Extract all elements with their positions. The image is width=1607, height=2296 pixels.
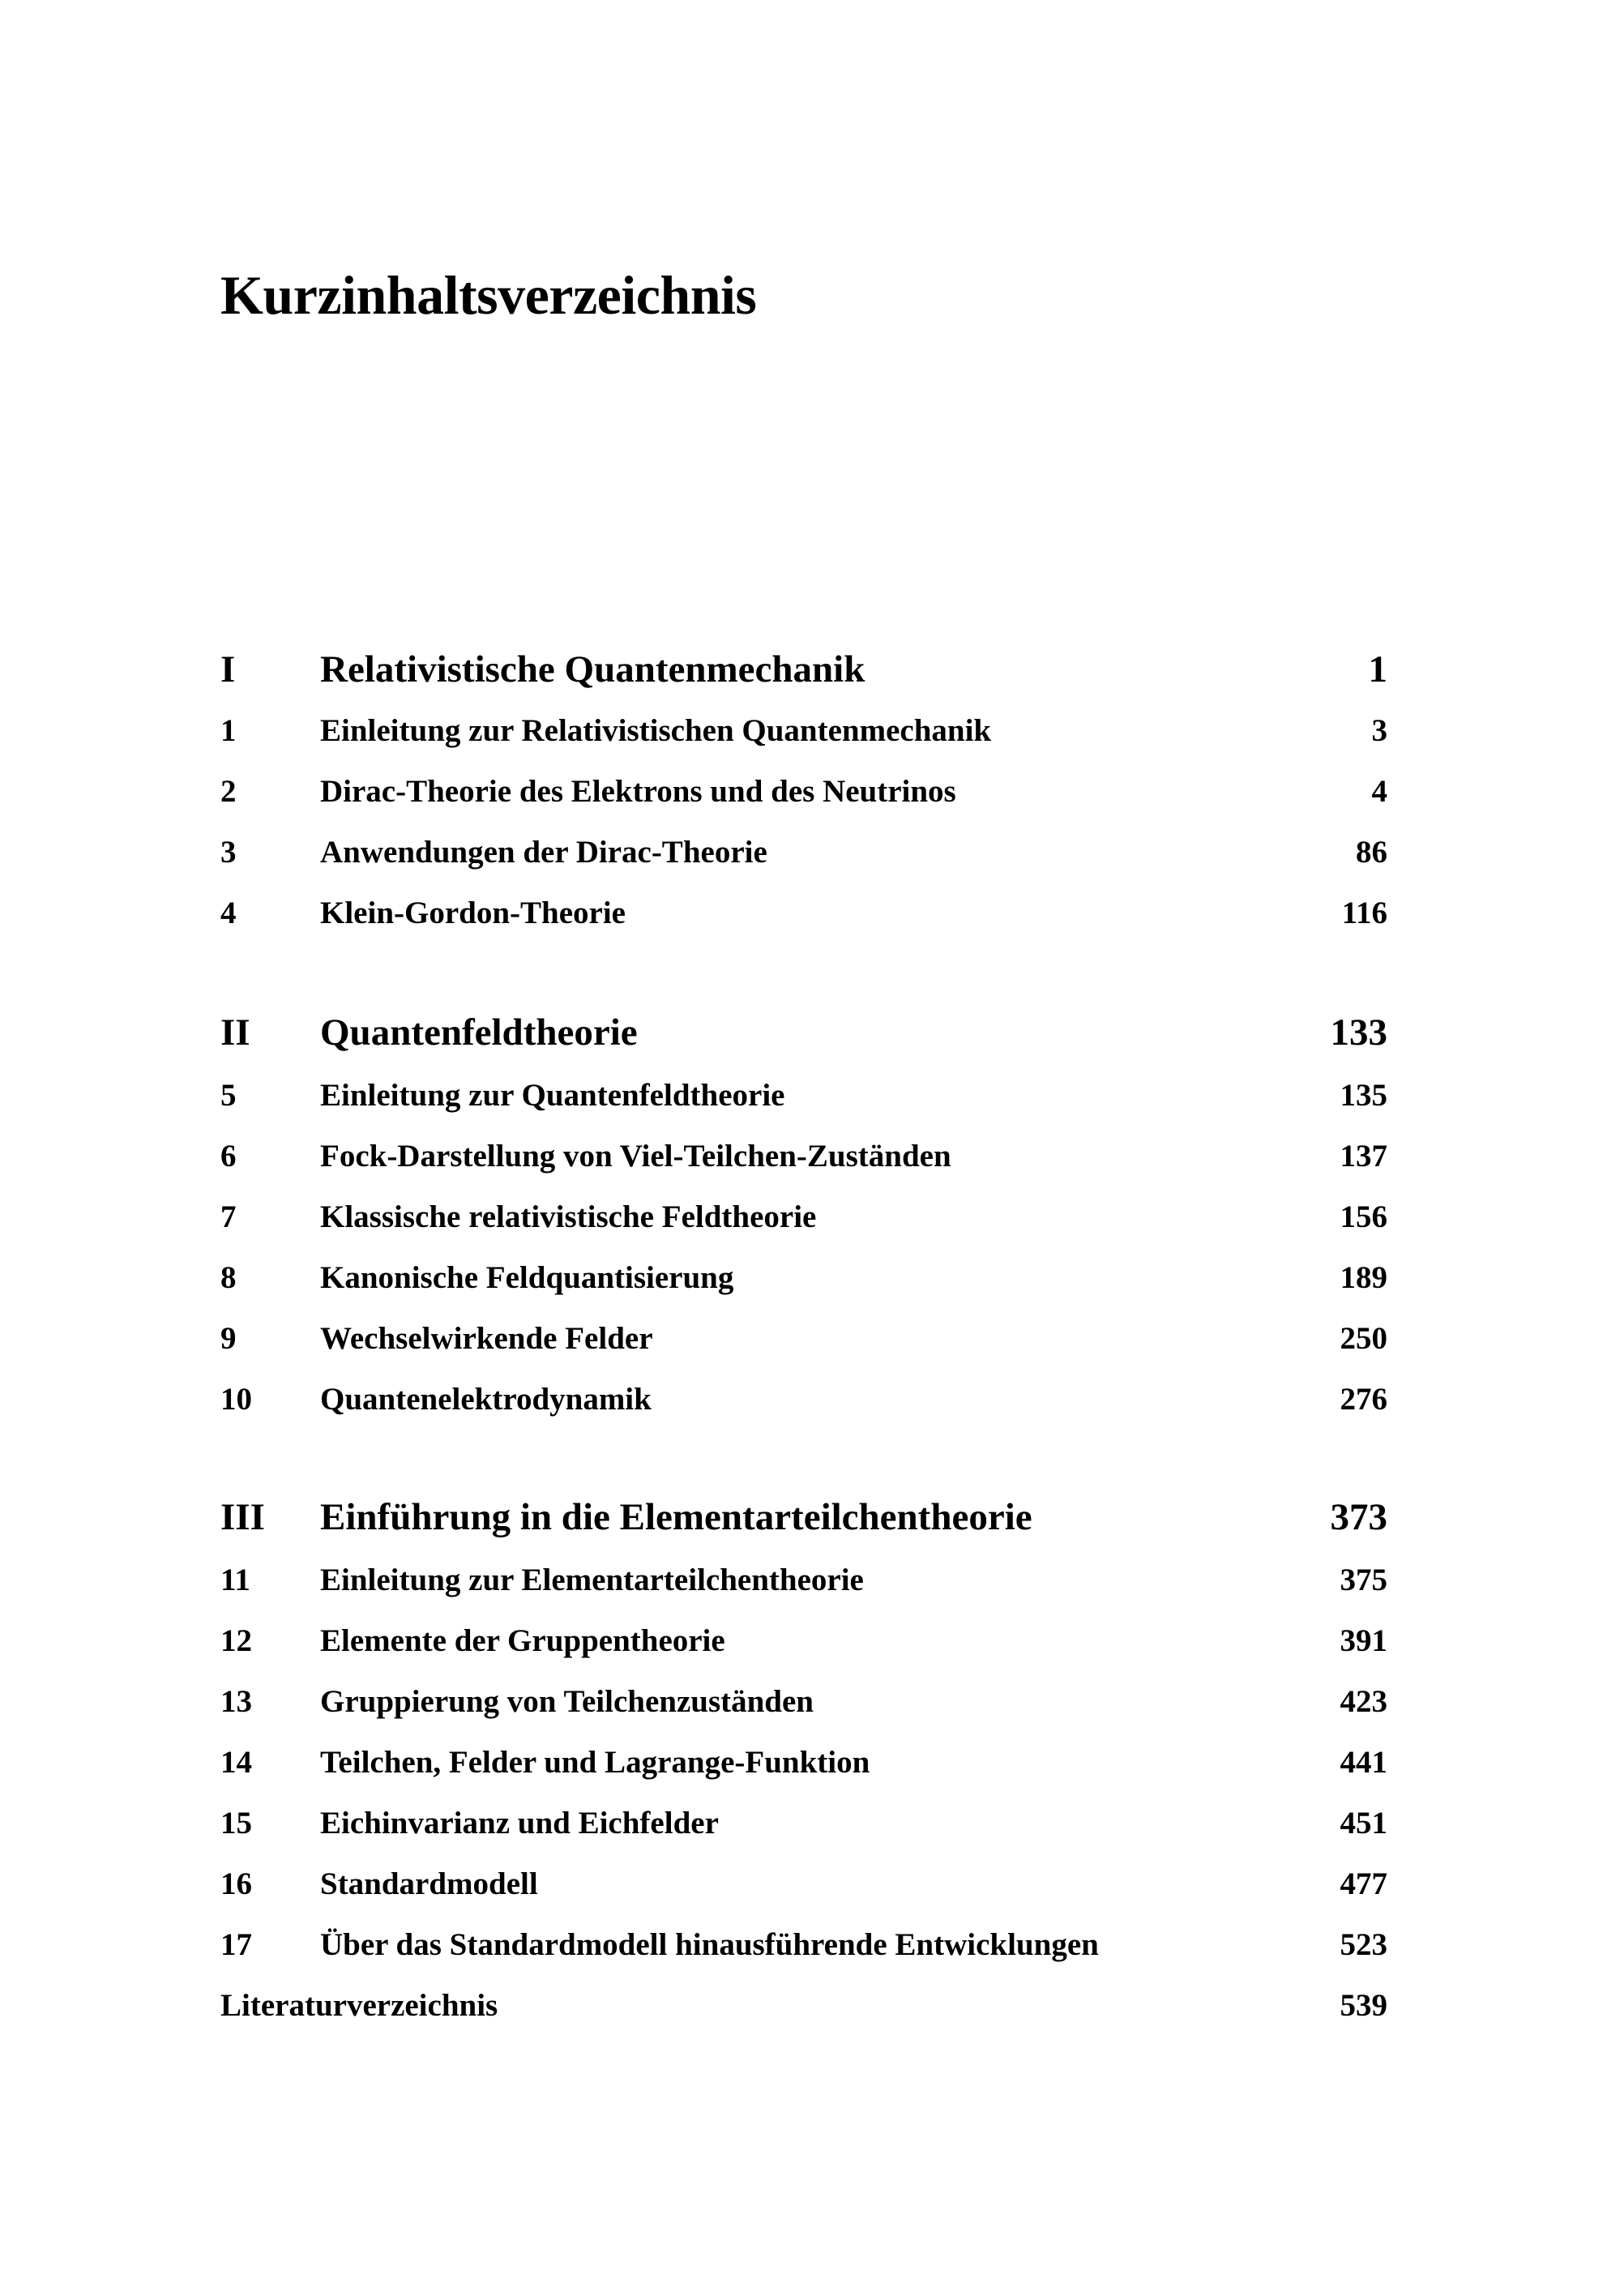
chapter-title: Dirac-Theorie des Elektrons und des Neutrinos: [320, 774, 956, 809]
part-number: II: [220, 1011, 250, 1054]
chapter-number: 4: [220, 896, 237, 930]
chapter-page: 4: [1371, 774, 1387, 809]
chapter-number: 13: [220, 1684, 252, 1719]
chapter-number: 9: [220, 1321, 237, 1356]
chapter-title: Fock-Darstellung von Viel-Teilchen-Zuständen: [320, 1139, 951, 1174]
toc-chapter-6[interactable]: [220, 1137, 1387, 1176]
chapter-number: 8: [220, 1260, 237, 1295]
chapter-title: Gruppierung von Teilchenzuständen: [320, 1684, 814, 1719]
toc-chapter-10[interactable]: [220, 1380, 1387, 1419]
toc-chapter-8[interactable]: [220, 1259, 1387, 1298]
toc-bibliography[interactable]: [220, 1986, 1387, 2025]
chapter-page: 137: [1340, 1139, 1387, 1174]
toc-chapter-17[interactable]: [220, 1926, 1387, 1965]
chapter-page: 189: [1340, 1260, 1387, 1295]
chapter-page: 116: [1341, 896, 1387, 930]
chapter-number: 10: [220, 1382, 252, 1417]
chapter-page: 86: [1356, 835, 1387, 870]
chapter-title: Einleitung zur Relativistischen Quantenmechanik: [320, 713, 992, 748]
chapter-title: Klassische relativistische Feldtheorie: [320, 1199, 817, 1234]
chapter-number: 2: [220, 774, 237, 809]
part-number: III: [220, 1496, 265, 1538]
chapter-title: Quantenelektrodynamik: [320, 1382, 652, 1417]
toc-chapter-15[interactable]: [220, 1804, 1387, 1843]
chapter-page: 375: [1340, 1563, 1387, 1597]
chapter-page: 423: [1340, 1684, 1387, 1719]
page-title: Kurzinhaltsverzeichnis: [220, 264, 757, 326]
bibliography-title: Literaturverzeichnis: [220, 1988, 498, 2023]
toc-chapter-2[interactable]: [220, 772, 1387, 811]
chapter-number: 17: [220, 1927, 252, 1962]
chapter-title: Kanonische Feldquantisierung: [320, 1260, 734, 1295]
chapter-title: Eichinvarianz und Eichfelder: [320, 1806, 719, 1841]
toc-chapter-9[interactable]: [220, 1319, 1387, 1358]
bibliography-page: 539: [1340, 1988, 1387, 2023]
chapter-page: 477: [1340, 1866, 1387, 1901]
chapter-number: 5: [220, 1078, 237, 1113]
chapter-title: Klein-Gordon-Theorie: [320, 896, 626, 930]
chapter-page: 441: [1340, 1745, 1387, 1780]
part-title: Quantenfeldtheorie: [320, 1011, 638, 1054]
toc-chapter-4[interactable]: [220, 894, 1387, 933]
chapter-number: 1: [220, 713, 237, 748]
chapter-page: 3: [1371, 713, 1387, 748]
chapter-page: 156: [1340, 1199, 1387, 1234]
part-page: 373: [1330, 1496, 1387, 1538]
chapter-number: 15: [220, 1806, 252, 1841]
part-number: I: [220, 648, 236, 691]
chapter-number: 3: [220, 835, 237, 870]
chapter-number: 11: [220, 1563, 250, 1597]
chapter-page: 135: [1340, 1078, 1387, 1113]
chapter-page: 523: [1340, 1927, 1387, 1962]
toc-chapter-12[interactable]: [220, 1622, 1387, 1661]
part-page: 133: [1330, 1011, 1387, 1054]
chapter-number: 6: [220, 1139, 237, 1174]
part-title: Einführung in die Elementarteilchentheorie: [320, 1496, 1032, 1538]
chapter-title: Über das Standardmodell hinausführende Entwicklungen: [320, 1927, 1099, 1962]
chapter-title: Teilchen, Felder und Lagrange-Funktion: [320, 1745, 870, 1780]
chapter-title: Anwendungen der Dirac-Theorie: [320, 835, 767, 870]
chapter-title: Elemente der Gruppentheorie: [320, 1623, 725, 1658]
chapter-number: 7: [220, 1199, 237, 1234]
toc-chapter-5[interactable]: [220, 1076, 1387, 1115]
chapter-page: 391: [1340, 1623, 1387, 1658]
part-page: 1: [1368, 648, 1387, 691]
toc-chapter-7[interactable]: [220, 1198, 1387, 1237]
toc-chapter-11[interactable]: [220, 1561, 1387, 1600]
toc-chapter-16[interactable]: [220, 1865, 1387, 1904]
chapter-title: Einleitung zur Quantenfeldtheorie: [320, 1078, 785, 1113]
toc-chapter-14[interactable]: [220, 1743, 1387, 1782]
chapter-number: 14: [220, 1745, 252, 1780]
chapter-page: 276: [1340, 1382, 1387, 1417]
part-title: Relativistische Quantenmechanik: [320, 648, 865, 691]
toc-part-iii[interactable]: [220, 1494, 1387, 1540]
chapter-page: 250: [1340, 1321, 1387, 1356]
toc-chapter-13[interactable]: [220, 1682, 1387, 1721]
chapter-title: Einleitung zur Elementarteilchentheorie: [320, 1563, 864, 1597]
chapter-number: 16: [220, 1866, 252, 1901]
chapter-title: Standardmodell: [320, 1866, 538, 1901]
chapter-title: Wechselwirkende Felder: [320, 1321, 653, 1356]
chapter-number: 12: [220, 1623, 252, 1658]
toc-part-ii[interactable]: [220, 1010, 1387, 1055]
toc-chapter-3[interactable]: [220, 833, 1387, 872]
toc-chapter-1[interactable]: [220, 712, 1387, 750]
toc-part-i[interactable]: [220, 647, 1387, 692]
chapter-page: 451: [1340, 1806, 1387, 1841]
